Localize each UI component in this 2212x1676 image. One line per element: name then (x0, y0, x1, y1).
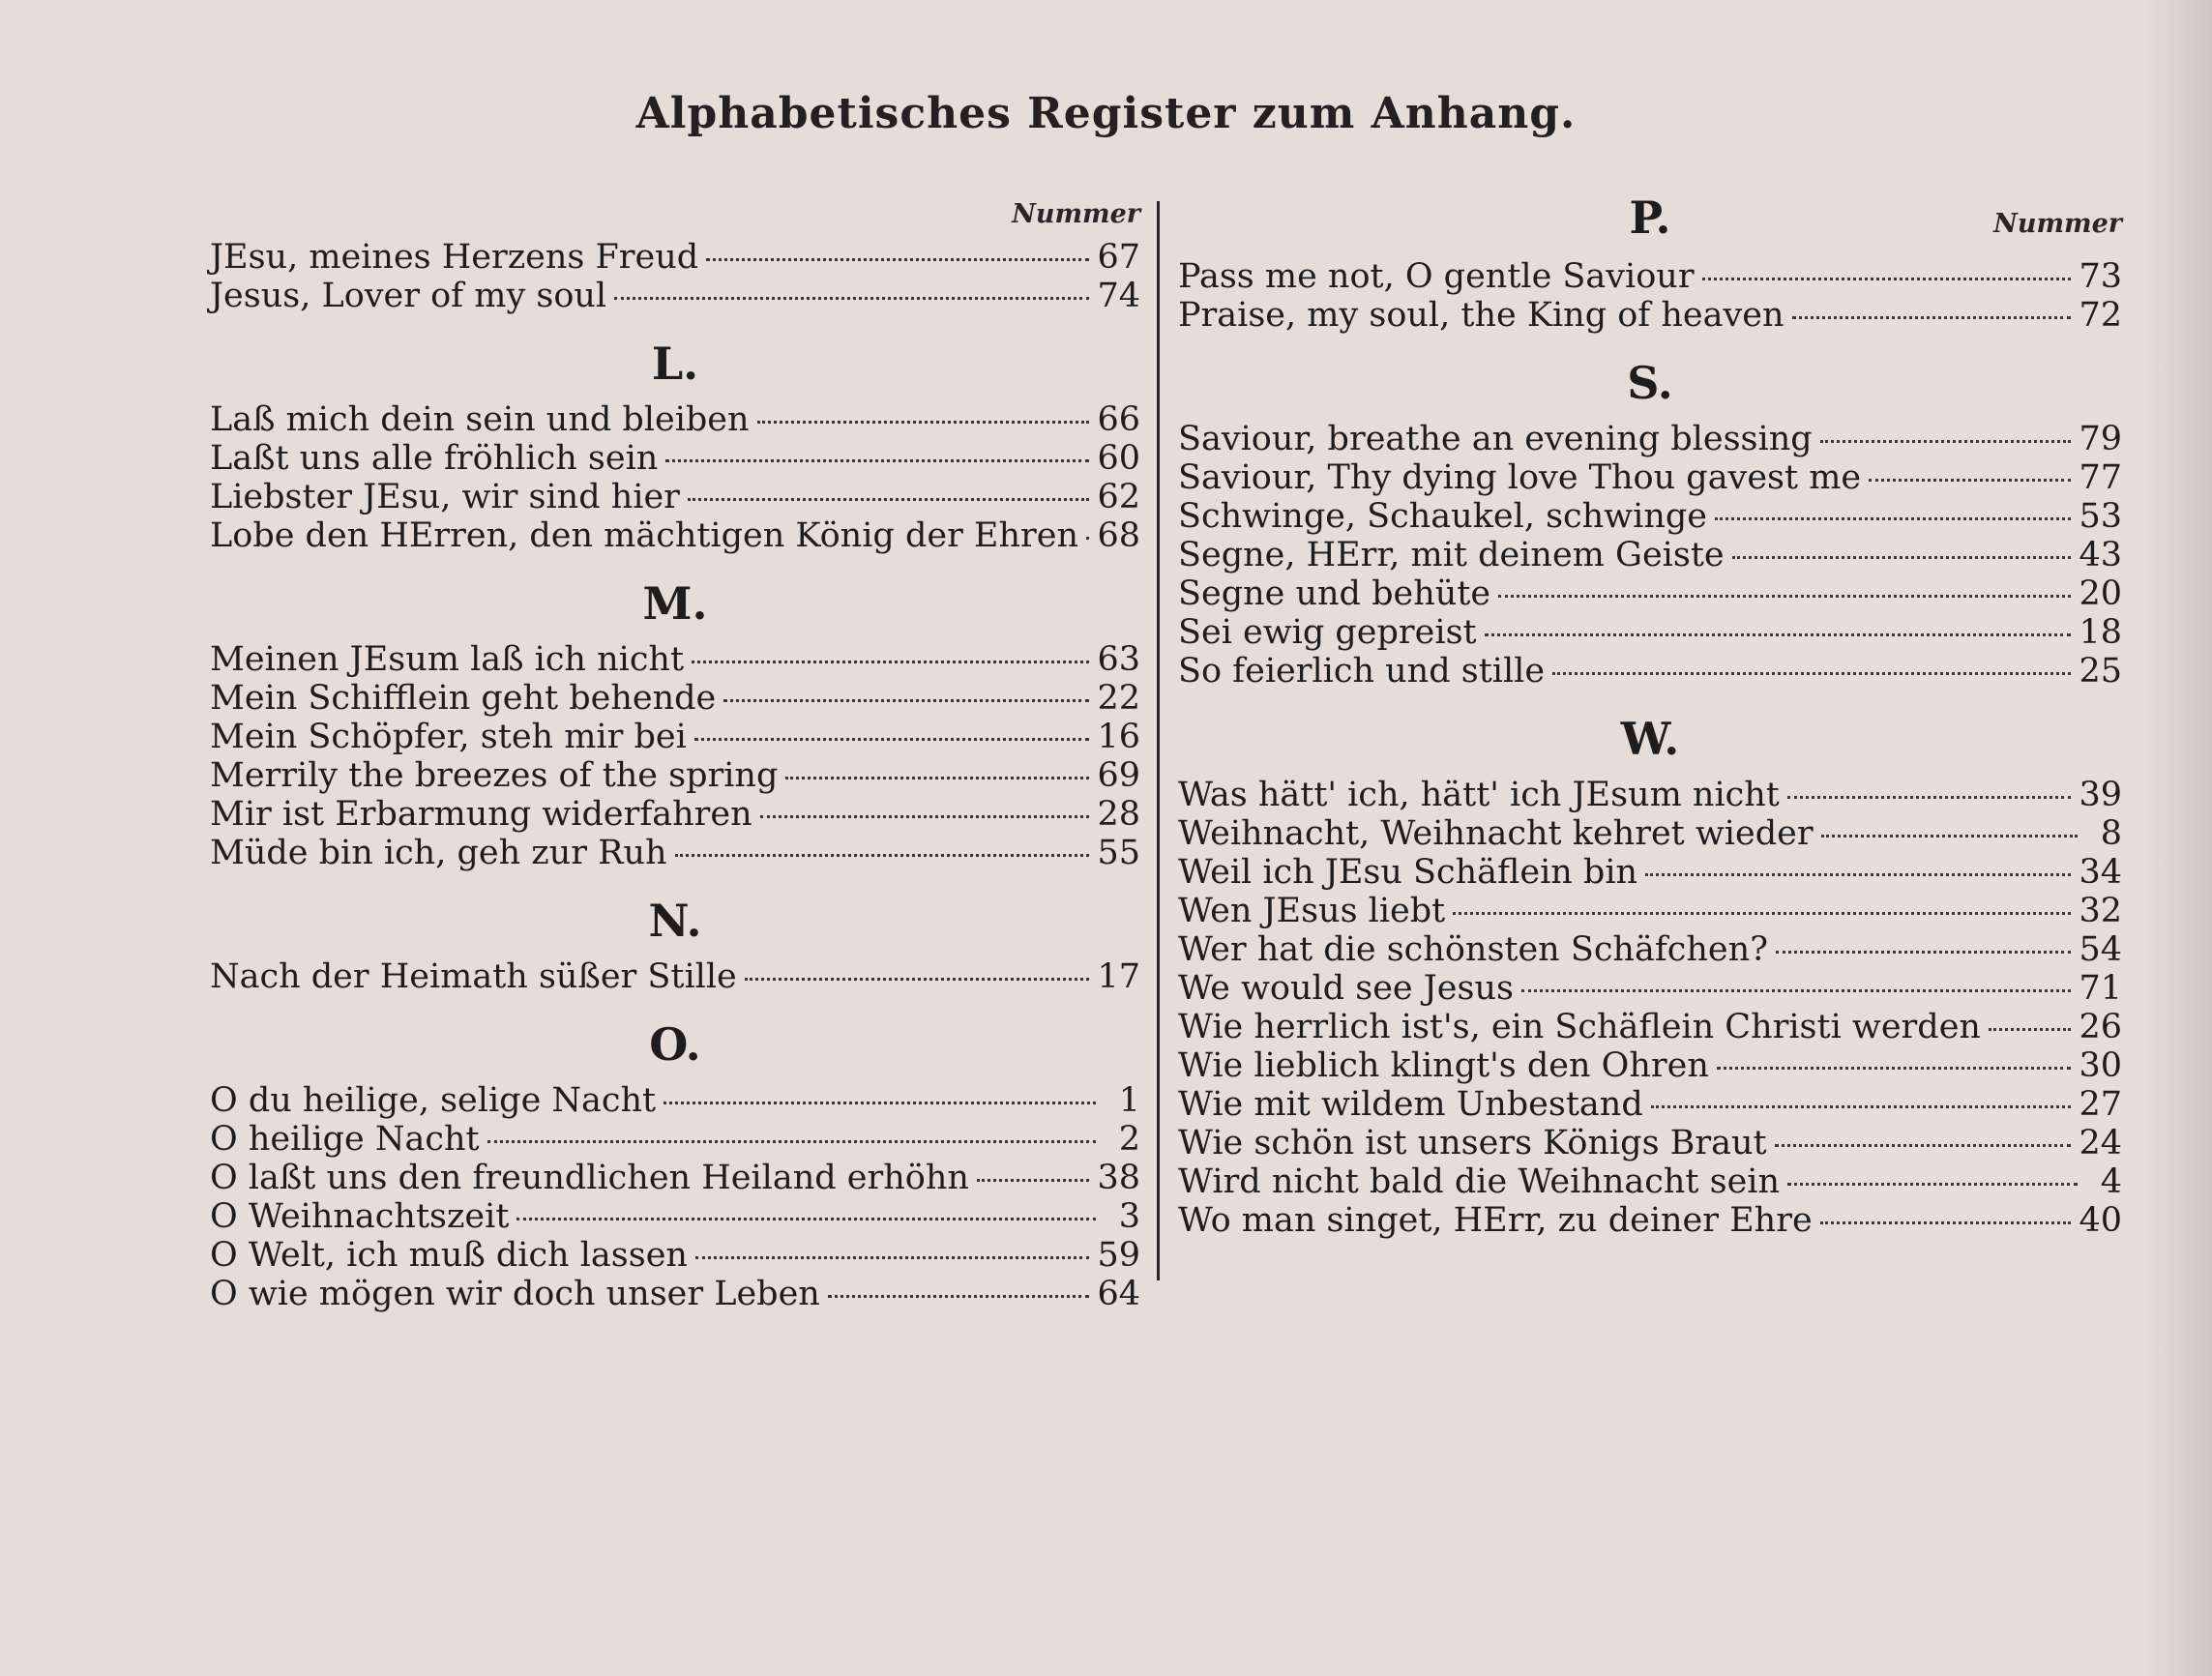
dot-leader (1552, 672, 2071, 675)
section-letter-s: S. (1627, 357, 1673, 409)
entry-number: 72 (2079, 296, 2122, 335)
index-entry (210, 439, 1140, 478)
index-entry (1178, 652, 2122, 691)
right-column (1178, 191, 2122, 1240)
nummer-heading: Nummer (1012, 199, 1140, 229)
index-entry (210, 1120, 1140, 1159)
index-entry (210, 640, 1140, 679)
index-entry (210, 277, 1140, 315)
entry-number: 17 (1097, 957, 1140, 996)
index-entry (1178, 1201, 2122, 1240)
dot-leader (694, 738, 1090, 741)
entry-title: Segne und behüte (1178, 574, 1491, 613)
dot-leader (745, 978, 1090, 981)
left-column-header (210, 199, 1140, 238)
index-entry (1178, 814, 2122, 853)
index-entry (210, 756, 1140, 795)
dot-leader (665, 459, 1089, 462)
index-entry (210, 478, 1140, 516)
index-entry (1178, 420, 2122, 458)
dot-leader (487, 1140, 1096, 1143)
dot-leader (1776, 951, 2071, 954)
dot-leader (1775, 1144, 2072, 1147)
index-entry (1178, 613, 2122, 652)
dot-leader (828, 1295, 1090, 1298)
dot-leader (785, 777, 1089, 779)
entry-title: O du heilige, selige Nacht (210, 1081, 657, 1120)
entry-number: 1 (1118, 1081, 1140, 1120)
entry-title: Mir ist Erbarmung widerfahren (210, 795, 752, 834)
section-letter-m: M. (642, 577, 708, 630)
entry-title: Wie mit wildem Unbestand (1178, 1085, 1643, 1124)
entry-title: Saviour, breathe an evening blessing (1178, 420, 1813, 458)
section-letter-o: O. (649, 1018, 701, 1071)
entry-title: Liebster JEsu, wir sind hier (210, 478, 680, 516)
entry-title: Merrily the breezes of the spring (210, 756, 779, 795)
section-m (210, 640, 1140, 872)
nummer-heading: Nummer (1993, 209, 2122, 239)
entry-title: Müde bin ich, geh zur Ruh (210, 834, 667, 872)
entry-title: JEsu, meines Herzens Freud (210, 238, 699, 277)
entry-number: 39 (2079, 776, 2122, 814)
entry-title: Weil ich JEsu Schäflein bin (1178, 853, 1638, 892)
right-column-header (1178, 191, 2122, 257)
index-entry (1178, 257, 2122, 296)
dot-leader (723, 699, 1089, 702)
entry-number: 3 (1118, 1197, 1140, 1236)
dot-leader (1732, 556, 2072, 559)
section-letter-p: P. (1629, 191, 1671, 244)
index-entry (210, 1197, 1140, 1236)
index-entry (1178, 930, 2122, 969)
entry-title: Jesus, Lover of my soul (210, 277, 607, 315)
dot-leader (1787, 1183, 2078, 1186)
entry-title: Wer hat die schönsten Schäfchen? (1178, 930, 1768, 969)
column-divider (1157, 201, 1160, 1280)
entry-number: 20 (2079, 574, 2122, 613)
dot-leader (760, 815, 1090, 818)
entry-title: Praise, my soul, the King of heaven (1178, 296, 1784, 335)
entry-title: We would see Jesus (1178, 969, 1514, 1008)
entry-title: Saviour, Thy dying love Thou gavest me (1178, 458, 1862, 497)
left-column (210, 199, 1140, 1313)
dot-leader (1702, 278, 2072, 280)
index-entry (1178, 458, 2122, 497)
index-entry (1178, 497, 2122, 536)
entry-number: 27 (2079, 1085, 2122, 1124)
entry-title: O laßt uns den freundlichen Heiland erhöhn (210, 1159, 969, 1197)
entry-title: Sei ewig gepreist (1178, 613, 1477, 652)
page-edge-shadow (2144, 0, 2212, 1676)
index-entry (210, 718, 1140, 756)
entry-title: Mein Schifflein geht behende (210, 679, 717, 718)
dot-leader (1453, 912, 2071, 915)
entry-number: 62 (1097, 478, 1140, 516)
entry-title: Was hätt' ich, hätt' ich JEsum nicht (1178, 776, 1780, 814)
dot-leader (1651, 1105, 2072, 1108)
section-n (210, 957, 1140, 996)
entry-title: Weihnacht, Weihnacht kehret wieder (1178, 814, 1814, 853)
entry-title: O heilige Nacht (210, 1120, 480, 1159)
entry-number: 53 (2079, 497, 2122, 536)
entry-title: O Weihnachtszeit (210, 1197, 510, 1236)
index-entry (1178, 969, 2122, 1008)
entry-number: 16 (1097, 718, 1140, 756)
entry-number: 79 (2079, 420, 2122, 458)
entry-number: 25 (2079, 652, 2122, 691)
entry-number: 73 (2079, 257, 2122, 296)
index-entry (210, 1275, 1140, 1313)
section-j (210, 238, 1140, 315)
entry-number: 28 (1097, 795, 1140, 834)
entry-number: 64 (1097, 1275, 1140, 1313)
index-entry (1178, 892, 2122, 930)
entry-number: 59 (1097, 1236, 1140, 1275)
entry-title: Meinen JEsum laß ich nicht (210, 640, 685, 679)
section-letter-l: L. (651, 338, 699, 390)
entry-number: 63 (1097, 640, 1140, 679)
entry-number: 54 (2079, 930, 2122, 969)
entry-title: O Welt, ich muß dich lassen (210, 1236, 688, 1275)
index-entry (1178, 776, 2122, 814)
index-entry (210, 1236, 1140, 1275)
entry-number: 32 (2079, 892, 2122, 930)
dot-leader (1717, 1067, 2072, 1070)
dot-leader (706, 258, 1089, 261)
entry-title: Pass me not, O gentle Saviour (1178, 257, 1695, 296)
dot-leader (1715, 517, 2071, 520)
index-entry (210, 1159, 1140, 1197)
index-entry (1178, 536, 2122, 574)
index-entry (210, 516, 1140, 555)
dot-leader (516, 1218, 1096, 1220)
dot-leader (614, 297, 1089, 300)
index-entry (1178, 1162, 2122, 1201)
entry-number: 30 (2079, 1046, 2122, 1085)
dot-leader (1485, 633, 2072, 636)
entry-number: 55 (1097, 834, 1140, 872)
index-entry (210, 834, 1140, 872)
index-entry (1178, 1046, 2122, 1085)
entry-title: Nach der Heimath süßer Stille (210, 957, 737, 996)
index-entry (210, 1081, 1140, 1120)
entry-title: Wie herrlich ist's, ein Schäflein Christi werden (1178, 1008, 1981, 1046)
entry-number: 8 (2100, 814, 2122, 853)
section-letter-w: W. (1620, 713, 1680, 765)
dot-leader (1498, 595, 2071, 598)
dot-leader (1989, 1028, 2072, 1031)
entry-number: 67 (1097, 238, 1140, 277)
entry-number: 2 (1118, 1120, 1140, 1159)
entry-number: 68 (1097, 516, 1140, 555)
dot-leader (1792, 316, 2072, 319)
entry-title: Wen JEsus liebt (1178, 892, 1446, 930)
dot-leader (695, 1256, 1089, 1259)
section-l (210, 400, 1140, 555)
entry-number: 77 (2079, 458, 2122, 497)
entry-number: 66 (1097, 400, 1140, 439)
dot-leader (977, 1179, 1090, 1182)
entry-title: Wie schön ist unsers Königs Braut (1178, 1124, 1767, 1162)
entry-title: Wo man singet, HErr, zu deiner Ehre (1178, 1201, 1813, 1240)
entry-title: Laß mich dein sein und bleiben (210, 400, 750, 439)
section-w (1178, 776, 2122, 1240)
entry-number: 43 (2079, 536, 2122, 574)
entry-number: 69 (1097, 756, 1140, 795)
index-entry (210, 400, 1140, 439)
index-entry (1178, 296, 2122, 335)
index-entry (210, 679, 1140, 718)
section-s (1178, 420, 2122, 691)
index-entry (1178, 1008, 2122, 1046)
entry-title: Segne, HErr, mit deinem Geiste (1178, 536, 1725, 574)
entry-title: Mein Schöpfer, steh mir bei (210, 718, 687, 756)
dot-leader (757, 421, 1090, 424)
dot-leader (688, 498, 1090, 501)
section-p (1178, 257, 2122, 335)
dot-leader (1645, 873, 2071, 876)
entry-number: 26 (2079, 1008, 2122, 1046)
dot-leader (1521, 989, 2071, 992)
index-entry (210, 957, 1140, 996)
entry-title: Schwinge, Schaukel, schwinge (1178, 497, 1707, 536)
entry-title: Laßt uns alle fröhlich sein (210, 439, 659, 478)
entry-number: 22 (1097, 679, 1140, 718)
dot-leader (1787, 796, 2072, 799)
dot-leader (1821, 835, 2078, 838)
entry-number: 18 (2079, 613, 2122, 652)
entry-number: 24 (2079, 1124, 2122, 1162)
entry-number: 60 (1097, 439, 1140, 478)
index-entry (1178, 1085, 2122, 1124)
entry-title: Lobe den HErren, den mächtigen König der Ehren (210, 516, 1079, 555)
entry-title: Wie lieblich klingt's den Ohren (1178, 1046, 1709, 1085)
entry-number: 38 (1097, 1159, 1140, 1197)
index-entry (1178, 1124, 2122, 1162)
index-entry (210, 795, 1140, 834)
index-entry (1178, 853, 2122, 892)
index-entry (210, 238, 1140, 277)
section-letter-n: N. (648, 895, 702, 947)
entry-title: O wie mögen wir doch unser Leben (210, 1275, 820, 1313)
index-entry (1178, 574, 2122, 613)
entry-number: 40 (2079, 1201, 2122, 1240)
dot-leader (1086, 537, 1089, 540)
entry-number: 74 (1097, 277, 1140, 315)
page-title: Alphabetisches Register zum Anhang. (635, 89, 1577, 138)
dot-leader (692, 661, 1089, 663)
entry-title: Wird nicht bald die Weihnacht sein (1178, 1162, 1781, 1201)
entry-title: So feierlich und stille (1178, 652, 1546, 691)
dot-leader (1820, 440, 2072, 443)
entry-number: 71 (2079, 969, 2122, 1008)
dot-leader (664, 1102, 1096, 1104)
entry-number: 4 (2100, 1162, 2122, 1201)
entry-number: 34 (2079, 853, 2122, 892)
section-o (210, 1081, 1140, 1313)
dot-leader (675, 854, 1090, 857)
dot-leader (1820, 1221, 2072, 1224)
dot-leader (1869, 479, 2071, 482)
